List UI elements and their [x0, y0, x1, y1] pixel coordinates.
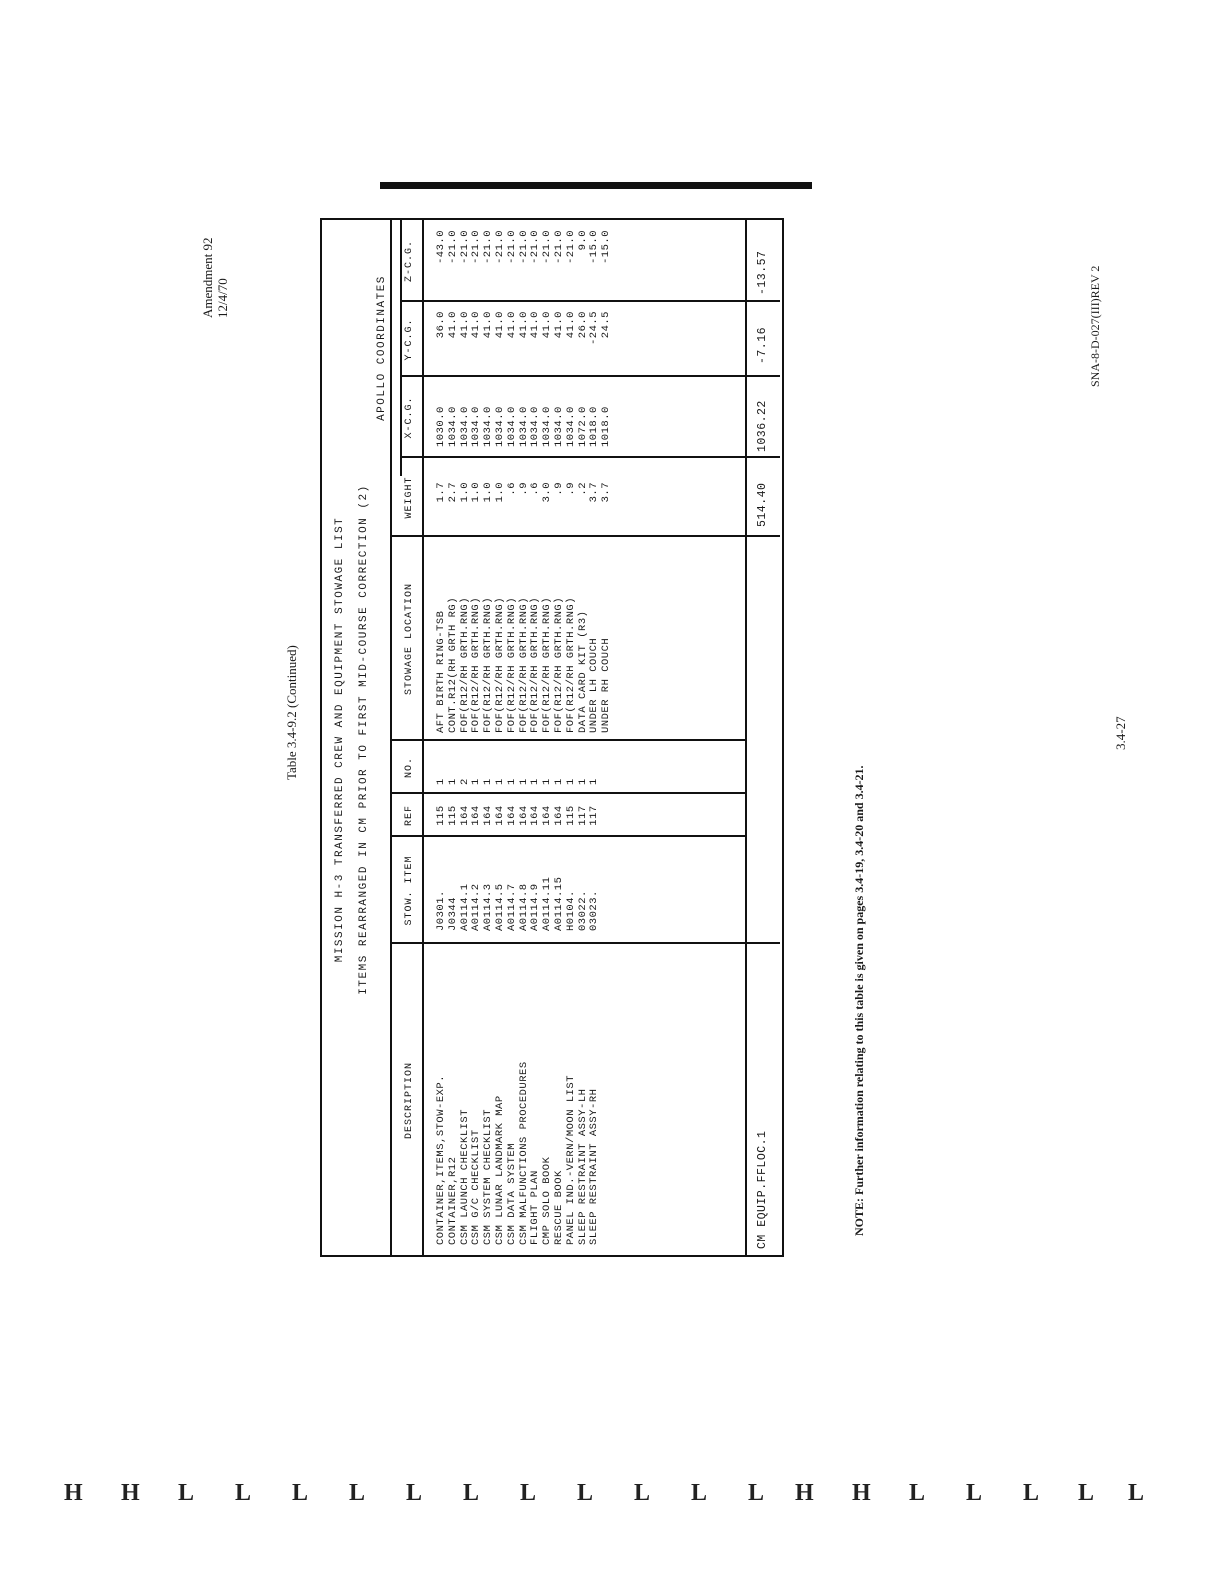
row-10-y-cg: 41.0 — [541, 311, 554, 339]
row-11-location: FOF(R12/RH GRTH.RNG) — [553, 596, 565, 733]
table-heading-1: MISSION H-3 TRANSFERRED CREW AND EQUIPMENT STOWAGE LIST — [334, 516, 346, 963]
row-7-weight: .6 — [505, 482, 518, 496]
row-11-stow-item: A0114.15 — [553, 876, 565, 931]
row-10-z-cg: -21.0 — [541, 230, 554, 265]
row-5-x-cg: 1034.0 — [482, 406, 495, 447]
total-weight: 514.40 — [756, 482, 769, 527]
col-head-no: NO. — [404, 757, 415, 779]
col-head-z-cg: Z-C.G. — [404, 240, 415, 283]
row-3-description: CSM LAUNCH CHECKLIST — [458, 1108, 471, 1245]
row-12-no: 1 — [564, 778, 577, 785]
row-10-location: FOF(R12/RH GRTH.RNG) — [541, 596, 554, 733]
registration-mark: L — [577, 1480, 594, 1506]
row-15-weight: 3.7 — [600, 482, 613, 503]
col-head-x-cg: X-C.G. — [404, 396, 415, 439]
row-10-description: CMP SOLO BOOK — [541, 1156, 554, 1245]
row-13-weight: .2 — [576, 482, 589, 496]
row-9-stow-item: A0114.9 — [529, 883, 542, 931]
registration-mark: L — [1078, 1480, 1095, 1506]
row-4-z-cg: -21.0 — [470, 230, 483, 265]
row-14-stow-item: 03023. — [588, 890, 601, 931]
amendment-block — [200, 237, 230, 318]
row-5-z-cg: -21.0 — [482, 230, 495, 265]
col-head-description: DESCRIPTION — [404, 1062, 415, 1140]
row-13-z-cg: 9.0 — [576, 230, 589, 251]
row-8-description: CSM MALFUNCTIONS PROCEDURES — [517, 1061, 530, 1245]
registration-mark: L — [691, 1480, 708, 1506]
total-z-cg: -13.57 — [756, 250, 769, 295]
row-12-description: PANEL IND.-VERN/MOON LIST — [564, 1074, 577, 1245]
row-1-z-cg: -43.0 — [435, 230, 447, 265]
amendment-number: Amendment 92 — [200, 237, 215, 318]
row-14-x-cg: 1018.0 — [588, 406, 601, 447]
row-5-weight: 1.0 — [482, 482, 495, 503]
row-10-no: 1 — [541, 778, 554, 785]
row-9-ref: 164 — [529, 805, 542, 826]
registration-mark: L — [463, 1480, 480, 1506]
row-9-description: FLIGHT PLAN — [529, 1170, 542, 1245]
row-9-z-cg: -21.0 — [529, 230, 542, 265]
registration-mark: L — [1128, 1480, 1145, 1506]
row-11-x-cg: 1034.0 — [553, 406, 565, 447]
registration-mark: H — [795, 1480, 814, 1506]
row-3-weight: 1.0 — [458, 482, 471, 503]
row-15-z-cg: -15.0 — [600, 230, 613, 265]
row-2-no: 1 — [446, 778, 459, 785]
registration-mark: L — [966, 1480, 983, 1506]
registration-mark: L — [292, 1480, 309, 1506]
row-14-weight: 3.7 — [588, 482, 601, 503]
registration-mark: L — [406, 1480, 423, 1506]
row-14-ref: 117 — [588, 805, 601, 826]
row-1-x-cg: 1030.0 — [435, 406, 447, 447]
registration-mark: H — [852, 1480, 871, 1506]
row-6-description: CSM LUNAR LANDMARK MAP — [494, 1095, 506, 1245]
row-5-no: 1 — [482, 778, 495, 785]
row-12-x-cg: 1034.0 — [564, 406, 577, 447]
row-1-stow-item: J0301. — [435, 890, 447, 931]
row-11-z-cg: -21.0 — [553, 230, 565, 265]
row-4-ref: 164 — [470, 805, 483, 826]
row-7-location: FOF(R12/RH GRTH.RNG) — [505, 596, 518, 733]
row-4-location: FOF(R12/RH GRTH.RNG) — [470, 596, 483, 733]
row-6-x-cg: 1034.0 — [494, 406, 506, 447]
row-1-no: 1 — [435, 778, 447, 785]
table-heading-2: ITEMS REARRANGED IN CM PRIOR TO FIRST MID-COURSE CORRECTION (2) — [358, 484, 370, 995]
row-1-location: AFT BIRTH RING-TSB — [435, 610, 447, 733]
row-7-stow-item: A0114.7 — [505, 883, 518, 931]
row-4-stow-item: A0114.2 — [470, 883, 483, 931]
registration-mark: L — [520, 1480, 537, 1506]
row-5-description: CSM SYSTEM CHECKLIST — [482, 1108, 495, 1245]
col-head-stowage-location: STOWAGE LOCATION — [404, 583, 415, 696]
row-14-description: SLEEP RESTRAINT ASSY-RH — [588, 1088, 601, 1245]
row-6-location: FOF(R12/RH GRTH.RNG) — [494, 596, 506, 733]
row-6-ref: 164 — [494, 805, 506, 826]
row-2-x-cg: 1034.0 — [446, 406, 459, 447]
row-11-y-cg: 41.0 — [553, 311, 565, 339]
row-12-ref: 115 — [564, 805, 577, 826]
row-4-y-cg: 41.0 — [470, 311, 483, 339]
row-12-z-cg: -21.0 — [564, 230, 577, 265]
row-10-x-cg: 1034.0 — [541, 406, 554, 447]
row-11-description: RESCUE BOOK — [553, 1170, 565, 1245]
row-3-ref: 164 — [458, 805, 471, 826]
row-1-description: CONTAINER,ITEMS,STOW-EXP. — [435, 1074, 447, 1245]
row-5-y-cg: 41.0 — [482, 311, 495, 339]
row-8-stow-item: A0114.8 — [517, 883, 530, 931]
row-10-weight: 3.0 — [541, 482, 554, 503]
registration-mark: L — [634, 1480, 651, 1506]
row-3-no: 2 — [458, 778, 471, 785]
row-9-y-cg: 41.0 — [529, 311, 542, 339]
row-3-location: FOF(R12/RH GRTH.RNG) — [458, 596, 471, 733]
row-13-location: DATA CARD KIT (R3) — [576, 610, 589, 733]
row-13-y-cg: 26.0 — [576, 311, 589, 339]
row-14-y-cg: -24.5 — [588, 311, 601, 346]
row-4-weight: 1.0 — [470, 482, 483, 503]
total-y-cg: -7.16 — [756, 326, 769, 364]
row-13-description: SLEEP RESTRAINT ASSY-LH — [576, 1088, 589, 1245]
row-15-location: UNDER RH COUCH — [600, 637, 613, 733]
row-11-weight: .9 — [553, 482, 565, 496]
row-10-ref: 164 — [541, 805, 554, 826]
row-7-no: 1 — [505, 778, 518, 785]
row-4-description: CSM G/C CHECKLIST — [470, 1129, 483, 1245]
row-2-y-cg: 41.0 — [446, 311, 459, 339]
amendment-date: 12/4/70 — [215, 278, 230, 318]
total-rule — [745, 220, 747, 1257]
coordinates-heading: APOLLO COORDINATES — [376, 275, 388, 421]
document-id: SNA-8-D-027(III)REV 2 — [1088, 265, 1102, 387]
row-7-description: CSM DATA SYSTEM — [505, 1142, 518, 1245]
row-4-x-cg: 1034.0 — [470, 406, 483, 447]
row-13-no: 1 — [576, 778, 589, 785]
total-x-cg: 1036.22 — [756, 400, 769, 452]
row-2-z-cg: -21.0 — [446, 230, 459, 265]
row-9-weight: .6 — [529, 482, 542, 496]
row-2-description: CONTAINER,R12 — [446, 1156, 459, 1245]
change-bar — [380, 182, 812, 189]
page-number: 3.4-27 — [1113, 716, 1128, 750]
row-3-z-cg: -21.0 — [458, 230, 471, 265]
row-12-location: FOF(R12/RH GRTH.RNG) — [564, 596, 577, 733]
col-head-y-cg: Y-C.G. — [404, 318, 415, 361]
table-title: Table 3.4-9.2 (Continued) — [284, 645, 299, 780]
row-14-z-cg: -15.0 — [588, 230, 601, 265]
row-2-location: CONT.R12(RH GRTH RG) — [446, 596, 459, 733]
registration-mark: L — [235, 1480, 252, 1506]
row-8-location: FOF(R12/RH GRTH.RNG) — [517, 596, 530, 733]
col-divider — [390, 739, 745, 741]
col-divider — [400, 456, 780, 458]
row-6-z-cg: -21.0 — [494, 230, 506, 265]
registration-mark: H — [121, 1480, 140, 1506]
row-15-x-cg: 1018.0 — [600, 406, 613, 447]
row-8-z-cg: -21.0 — [517, 230, 530, 265]
row-14-no: 1 — [588, 778, 601, 785]
row-6-y-cg: 41.0 — [494, 311, 506, 339]
registration-mark: H — [64, 1480, 83, 1506]
row-12-y-cg: 41.0 — [564, 311, 577, 339]
table-note: NOTE: Further information relating to this table is given on pages 3.4-19, 3.4-20 and 3.4-21. — [852, 765, 866, 1236]
row-14-location: UNDER LH COUCH — [588, 637, 601, 733]
row-8-no: 1 — [517, 778, 530, 785]
row-1-weight: 1.7 — [435, 482, 447, 503]
row-12-weight: .9 — [564, 482, 577, 496]
row-5-ref: 164 — [482, 805, 495, 826]
row-8-weight: .9 — [517, 482, 530, 496]
stowage-table — [320, 220, 782, 1257]
total-label: CM EQUIP.FFLOC.1 — [756, 1130, 769, 1249]
registration-mark: L — [909, 1480, 926, 1506]
row-12-stow-item: H0104. — [564, 890, 577, 931]
row-2-stow-item: J0344 — [446, 896, 459, 931]
row-1-y-cg: 36.0 — [435, 311, 447, 339]
col-head-weight: WEIGHT — [404, 476, 415, 519]
row-11-ref: 164 — [553, 805, 565, 826]
row-7-ref: 164 — [505, 805, 518, 826]
row-1-ref: 115 — [435, 805, 447, 826]
col-head-stow-item: STOW. ITEM — [404, 855, 415, 926]
row-8-x-cg: 1034.0 — [517, 406, 530, 447]
row-9-x-cg: 1034.0 — [529, 406, 542, 447]
row-3-x-cg: 1034.0 — [458, 406, 471, 447]
row-6-stow-item: A0114.5 — [494, 883, 506, 931]
registration-mark: L — [1023, 1480, 1040, 1506]
row-13-x-cg: 1072.0 — [576, 406, 589, 447]
registration-mark: L — [178, 1480, 195, 1506]
row-9-location: FOF(R12/RH GRTH.RNG) — [529, 596, 542, 733]
row-2-weight: 2.7 — [446, 482, 459, 503]
registration-mark: L — [748, 1480, 765, 1506]
row-3-y-cg: 41.0 — [458, 311, 471, 339]
row-13-ref: 117 — [576, 805, 589, 826]
col-head-ref: REF — [404, 805, 415, 827]
row-9-no: 1 — [529, 778, 542, 785]
row-7-x-cg: 1034.0 — [505, 406, 518, 447]
registration-mark: L — [349, 1480, 366, 1506]
row-2-ref: 115 — [446, 805, 459, 826]
row-4-no: 1 — [470, 778, 483, 785]
row-7-y-cg: 41.0 — [505, 311, 518, 339]
row-5-location: FOF(R12/RH GRTH.RNG) — [482, 596, 495, 733]
row-11-no: 1 — [553, 778, 565, 785]
row-15-y-cg: 24.5 — [600, 311, 613, 339]
coordinates-rule — [400, 220, 402, 476]
row-13-stow-item: 03022. — [576, 890, 589, 931]
row-8-ref: 164 — [517, 805, 530, 826]
row-6-no: 1 — [494, 778, 506, 785]
row-5-stow-item: A0114.3 — [482, 883, 495, 931]
row-10-stow-item: A0114.11 — [541, 876, 554, 931]
row-3-stow-item: A0114.1 — [458, 883, 471, 931]
row-8-y-cg: 41.0 — [517, 311, 530, 339]
row-7-z-cg: -21.0 — [505, 230, 518, 265]
col-divider — [390, 942, 780, 944]
row-6-weight: 1.0 — [494, 482, 506, 503]
